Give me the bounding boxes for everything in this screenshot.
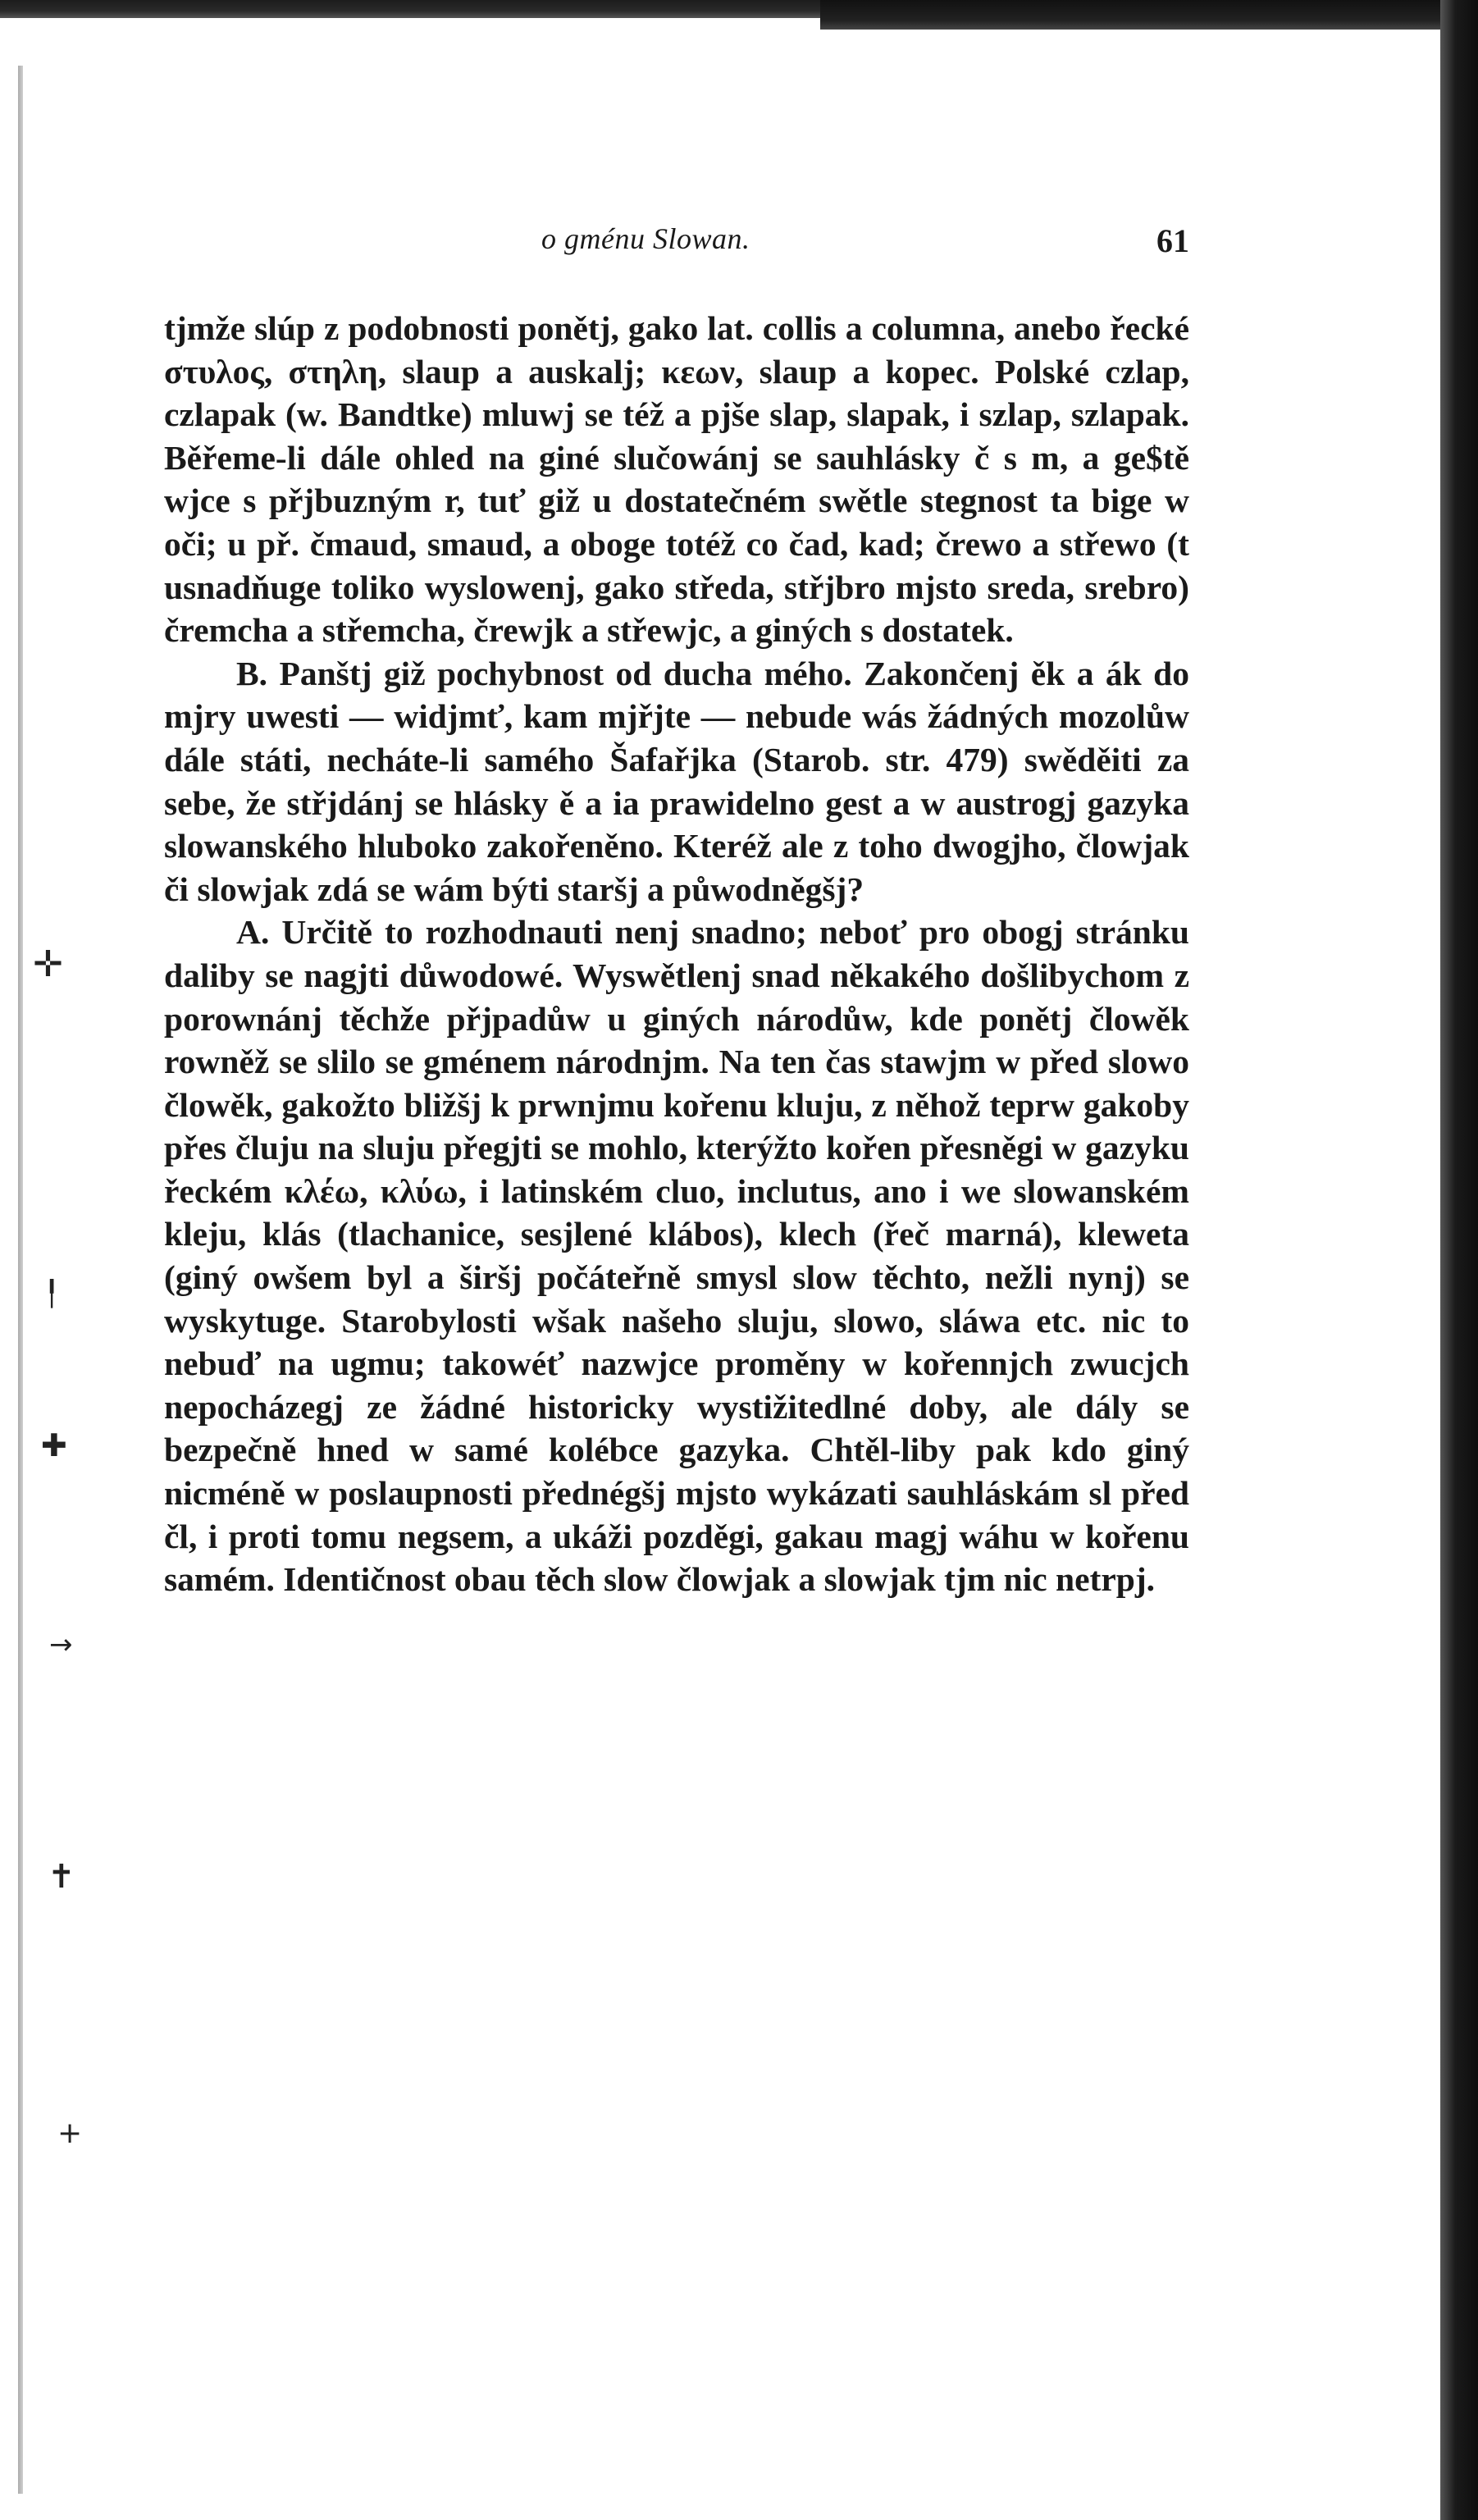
book-page bbox=[164, 221, 1189, 1601]
paragraph: B. Panštj giž pochybnost od ducha mého. Zakončenj ěk a ák do mjry uwesti — widjmť, kam mjřjte — nebude wás žádných mozolůw dále státi, necháte-li samého Šafařjka (Starob. str. 479) swěděiti za sebe, že střjdánj se hlásky ě a ia prawidelno gest a w austrogj gazyka slowanského hluboko zakořeněno. Kteréž ale z toho dwogjho, člowjak či slowjak zdá se wám býti staršj a půwodněgšj? bbox=[164, 654, 1189, 908]
margin-mark-plus-icon: + bbox=[57, 2116, 83, 2150]
margin-mark-cross-icon: ✚ bbox=[41, 1427, 67, 1463]
page-number: 61 bbox=[1156, 222, 1189, 259]
margin-mark-tick-icon: ╿ bbox=[44, 1280, 60, 1308]
running-title: o gménu Slowan. bbox=[541, 222, 750, 255]
margin-mark-dagger-icon: ✝ bbox=[48, 1858, 75, 1896]
margin-mark-plus-icon: ✛ bbox=[33, 943, 63, 985]
paragraph: A. Určitě to rozhodnauti nenj snadno; neboť pro obogj stránku daliby se nagjti důwodowé. Wyswětlenj snad někakého došlibychom z porownánj těchže přjpadůw u giných národůw, kde ponětj člowěk rowněž se slilo se gménem národnjm. Na ten čas stawjm w před slowo člowěk, gakožto bližšj k prwnjmu kořenu kluju, z něhož teprw gakoby přes čluju na sluju přegjti se mohlo, kterýžto kořen přesněgi w gazyku řeckém κλέω, κλύω, i latinském cluo, inclutus, ano i we slowanském kleju, klás (tlachanice, sesjlené klábos), klech (řeč marná), kleweta (giný owšem byl a širšj počáteřně smysl slow těchto, nežli nynj) se wyskytuge. Starobylosti wšak našeho sluju, slowo, sláwa etc. nic to nebuď na ugmu; takowéť nazwjce proměny w kořennjch zwucjch nepocházegj ze žádné historicky wystižitedlné doby, ale dály se bezpečně hned w samé kolébce gazyka. Chtěl-liby pak kdo giný nicméně w poslaupnosti přednégšj mjsto wykázati sauhláskám sl před čl, i proti tomu negsem, a ukáži pozděgi, gakau magj wáhu w kořenu samém. Identičnost obau těch slow člowjak a slowjak tjm nic netrpj. bbox=[164, 913, 1189, 1599]
body-text bbox=[164, 307, 1189, 1601]
scan-border-top-right bbox=[820, 0, 1478, 30]
scan-border-right bbox=[1440, 0, 1478, 2520]
paragraph: tjmže slúp z podobnosti ponětj, gako lat. collis a columna, anebo řecké στυλος, στηλη, slaup a auskalj; κεων, slaup a kopec. Polské czlap, czlapak (w. Bandtke) mluwj se též a pjše slap, slapak, i szlap, szlapak. Běřeme-li dále ohled na giné slučowánj se sauhlásky č s m, a ge$tě wjce s přjbuzným r, tuť giž u dostatečném swětle stegnost ta bige w oči; u př. čmaud, smaud, a oboge totéž co čad, kad; črewo a střewo (t usnadňuge toliko wyslowenj, gako středa, střjbro mjsto sreda, srebro) čremcha a střemcha, črewjk a střewjc, a giných s dostatek. bbox=[164, 309, 1189, 650]
margin-mark-arrow-icon: → bbox=[49, 1628, 73, 1661]
scan-border-left bbox=[18, 66, 23, 2494]
page-header bbox=[164, 221, 1189, 271]
